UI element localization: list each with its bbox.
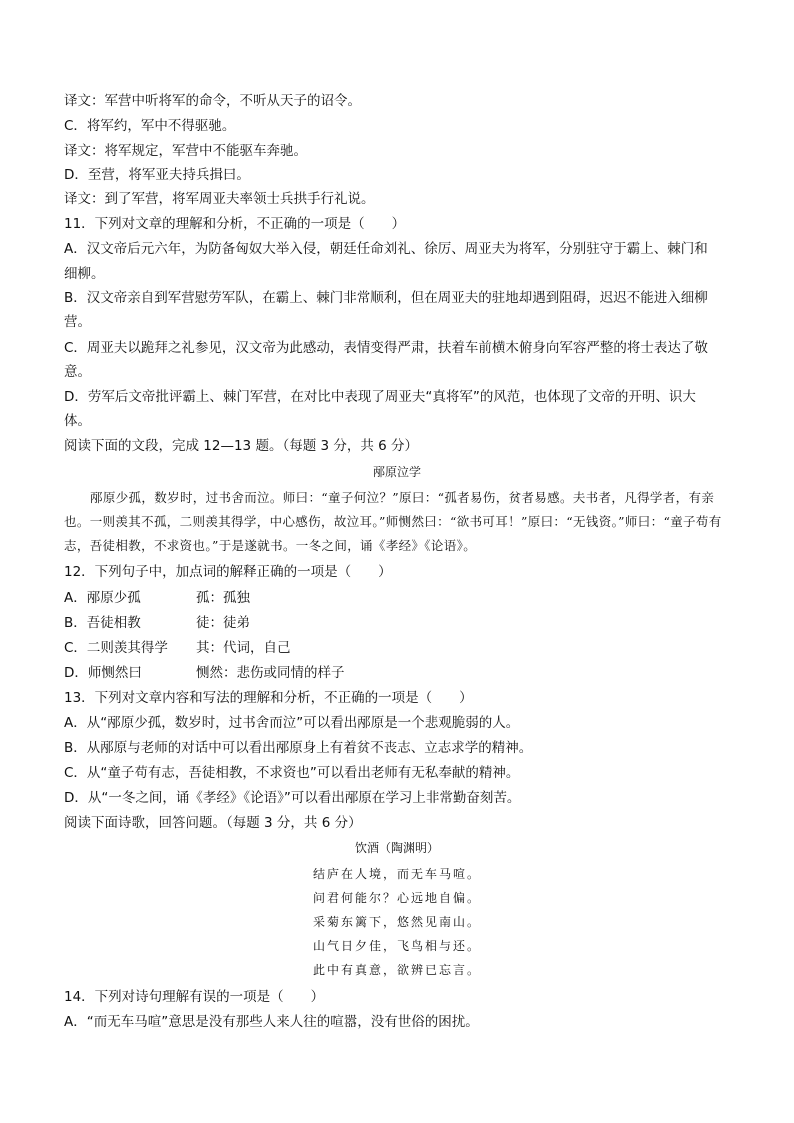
translation-line: 译文：将军规定，军营中不能驱车奔驰。 [64, 143, 307, 159]
q11-option-b-cont: 营。 [64, 314, 91, 330]
q12-option-d [64, 664, 734, 682]
poem-line: 结庐在人境，而无车马喧。 [312, 867, 481, 881]
q12-option-b-explain: 徒：徒弟 [196, 615, 250, 631]
option-d: D．至营，将军亚夫持兵揖曰。 [64, 167, 250, 183]
question-12-stem: 12．下列句子中，加点词的解释正确的一项是（ ） [64, 564, 392, 580]
question-14-stem: 14．下列对诗句理解有误的一项是（ ） [64, 989, 325, 1005]
poem-title: 饮酒（陶渊明） [354, 841, 439, 855]
poem-line: 山气日夕佳，飞鸟相与还。 [312, 939, 481, 953]
q11-option-c-cont: 意。 [64, 364, 91, 380]
q11-option-a: A．汉文帝后元六年，为防备匈奴大举入侵，朝廷任命刘礼、徐厉、周亚夫为将军，分别驻守于霸上、棘门和 [64, 241, 708, 257]
q12-option-b-text: B．吾徒相教 [64, 615, 141, 631]
reading-instruction: 阅读下面的文段，完成 12—13 题。（每题 3 分，共 6 分） [64, 438, 419, 454]
q12-option-c-explain: 其：代词，自己 [196, 640, 291, 656]
q12-option-c-text: C．二则羡其得学 [64, 640, 168, 656]
translation-line: 译文：军营中听将军的命令，不听从天子的诏令。 [64, 93, 361, 109]
q12-option-c [64, 639, 734, 657]
q12-option-a-text: A．邴原少孤 [64, 590, 141, 606]
q11-option-a-cont: 细柳。 [64, 266, 105, 282]
poem-line: 采菊东篱下，悠然见南山。 [312, 915, 481, 929]
q13-option-b: B．从邴原与老师的对话中可以看出邴原身上有着贫不丧志、立志求学的精神。 [64, 740, 533, 756]
q11-option-d: D．劳军后文帝批评霸上、棘门军营，在对比中表现了周亚夫“真将军”的风范，也体现了文帝的开明、识大 [64, 389, 696, 405]
passage-title: 邴原泣学 [372, 465, 421, 479]
question-13-stem: 13．下列对文章内容和写法的理解和分析，不正确的一项是（ ） [64, 690, 473, 706]
poem-line: 此中有真意，欲辨已忘言。 [312, 963, 481, 977]
q12-option-b [64, 614, 734, 632]
q12-option-d-explain: 恻然：悲伤或同情的样子 [196, 665, 345, 681]
q11-option-b: B．汉文帝亲自到军营慰劳军队，在霸上、棘门非常顺利，但在周亚夫的驻地却遇到阻碍，迟迟不能进入细柳 [64, 290, 708, 306]
q13-option-c: C．从“童子苟有志，吾徒相教，不求资也”可以看出老师有无私奉献的精神。 [64, 765, 520, 781]
passage-text: 邴原少孤，数岁时，过书舍而泣。师曰：“童子何泣？”原曰：“孤者易伤，贫者易感。夫书者，凡得学者，有亲也。一则羡其不孤，二则羡其得学，中心感伤，故泣耳。”师恻然曰：“欲书可耳！”原曰：“无钱资。”师曰：“童子苟有志，吾徒相教，不求资也。”于是遂就书。一冬之间，诵《孝经》《论语》。 [64, 490, 722, 553]
q12-option-d-text: D．师恻然曰 [64, 665, 142, 681]
translation-line: 译文：到了军营，将军周亚夫率领士兵拱手行礼说。 [64, 191, 375, 207]
poem-instruction: 阅读下面诗歌，回答问题。（每题 3 分，共 6 分） [64, 815, 362, 831]
option-c: C．将军约，军中不得驱驰。 [64, 118, 236, 134]
q11-option-d-cont: 体。 [64, 413, 91, 429]
question-11-stem: 11．下列对文章的理解和分析，不正确的一项是（ ） [64, 216, 406, 232]
q14-option-a: A．“而无车马喧”意思是没有那些人来人往的喧嚣，没有世俗的困扰。 [64, 1014, 479, 1030]
q11-option-c: C．周亚夫以跪拜之礼参见，汉文帝为此感动，表情变得严肃，扶着车前横木俯身向军容严整的将士表达了敬 [64, 340, 708, 356]
q13-option-a: A．从“邴原少孤，数岁时，过书舍而泣”可以看出邴原是一个悲观脆弱的人。 [64, 715, 520, 731]
poem-line: 问君何能尔？心远地自偏。 [312, 891, 481, 905]
q12-option-a [64, 589, 734, 607]
q13-option-d: D．从“一冬之间，诵《孝经》《论语》”可以看出邴原在学习上非常勤奋刻苦。 [64, 790, 521, 806]
q12-option-a-explain: 孤：孤独 [196, 590, 250, 606]
